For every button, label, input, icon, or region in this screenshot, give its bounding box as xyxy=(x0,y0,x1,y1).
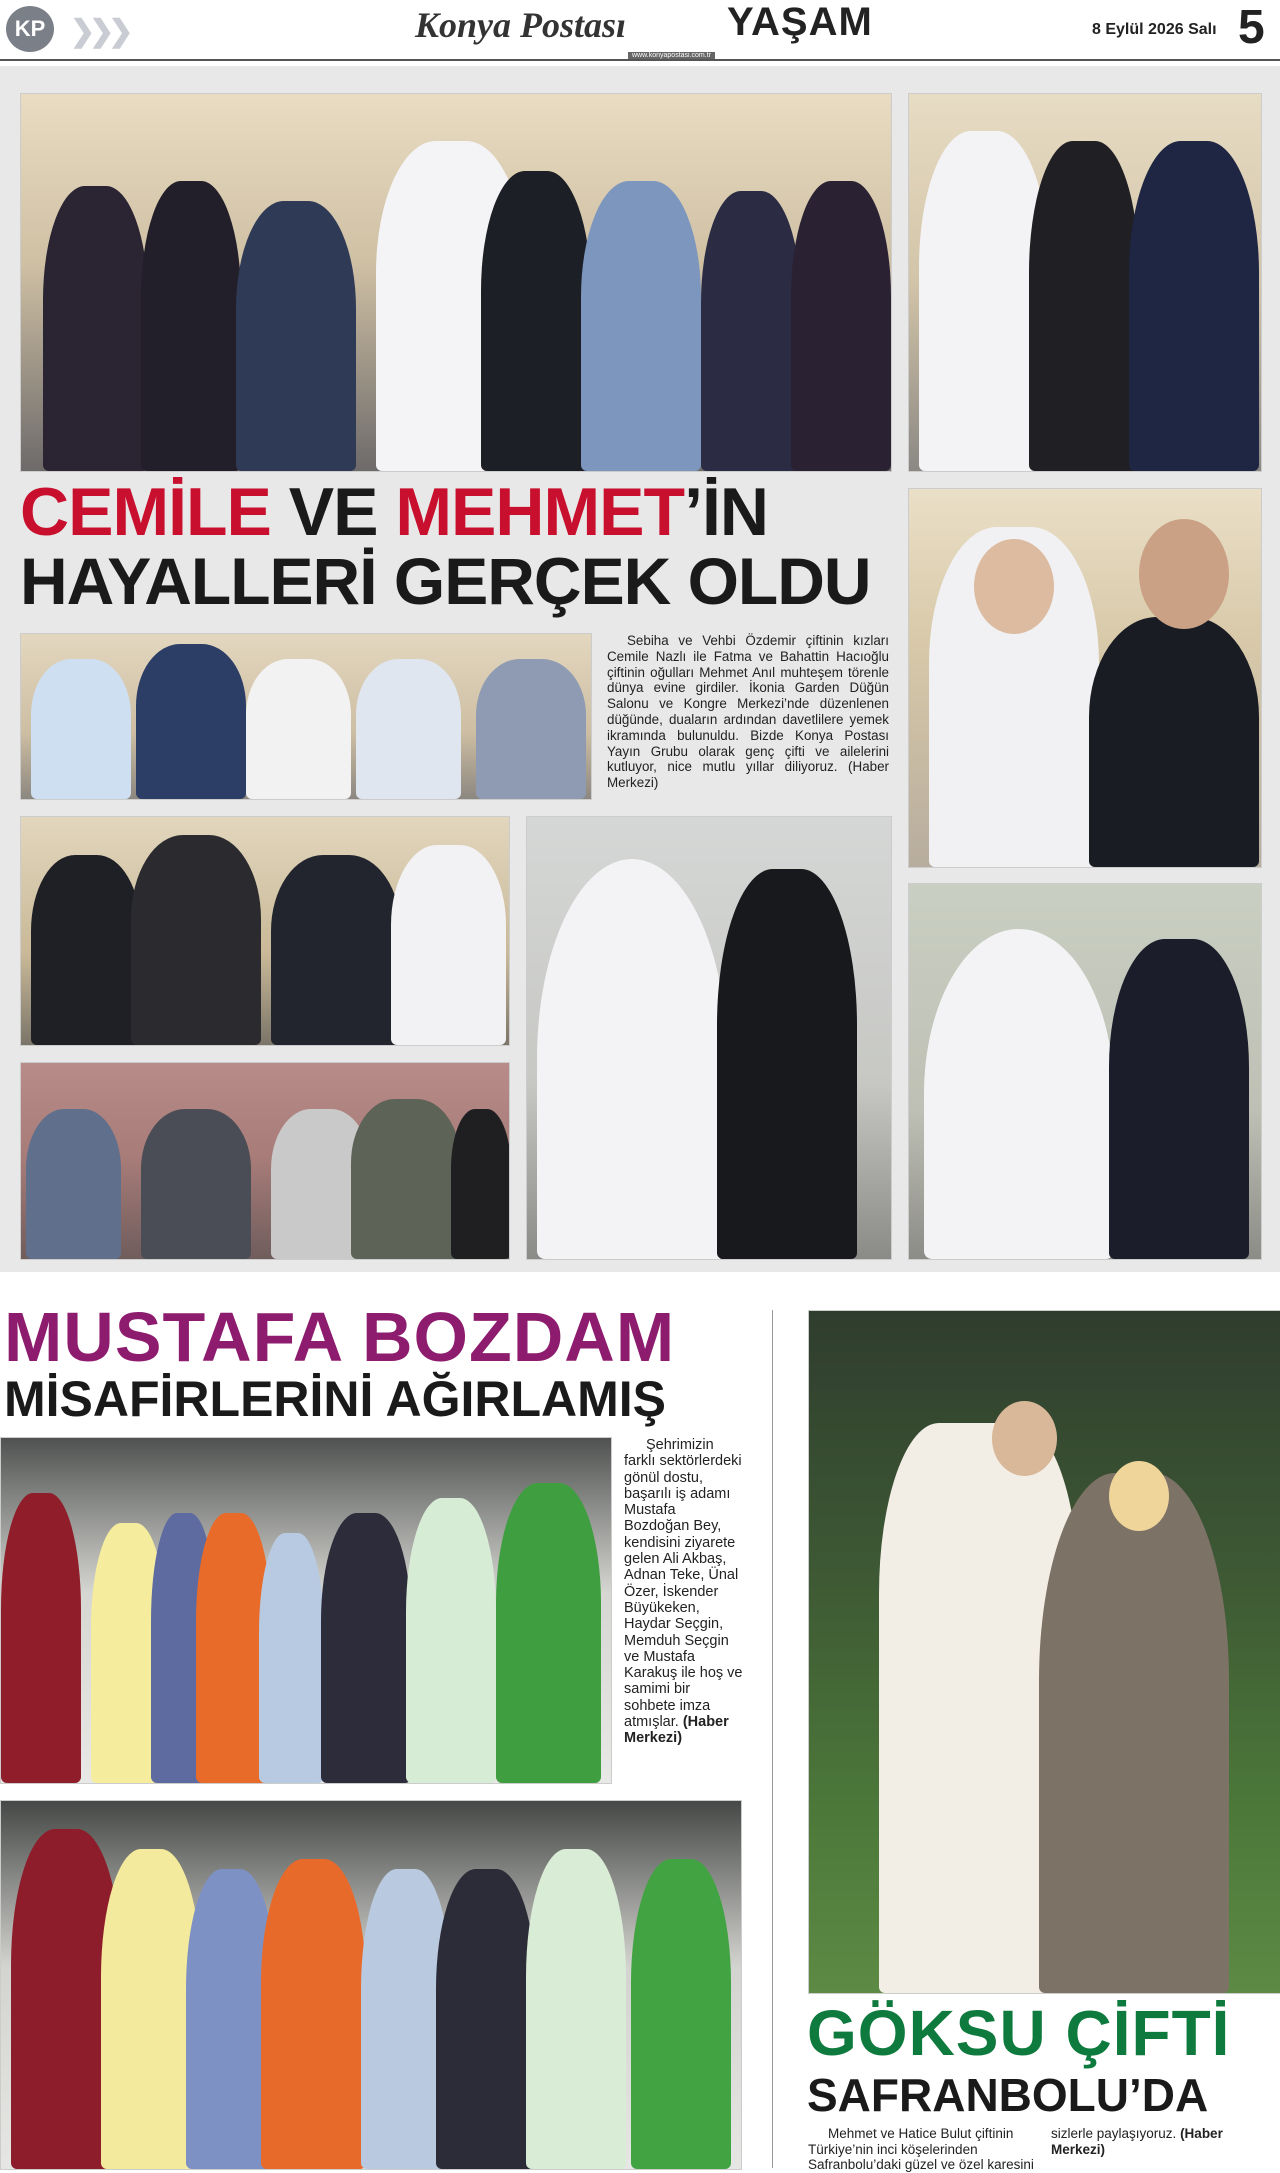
trip-headline-line2: SAFRANBOLU’DA xyxy=(807,2069,1209,2121)
wedding-article-body: Sebiha ve Vehbi Özdemir çiftinin kızları Cemile Nazlı ile Fatma ve Bahattin Hacıoğlu çiftinin oğulları Mehmet Anıl muhteşem törenle dünya evine girdiler. İkonia Garden Düğün Salonu ve Kongre Merkezi’nde düzenlenen düğünde, duaların ardından davetlilere yemek ikramında bulunuldu. Bizde Konya Postası Yayın Grubu olarak genç çifti ve ailelerini kutluyor, nice mutlu yıllar diliyoruz. (Haber Merkezi) xyxy=(607,633,889,791)
couple-closeup-photo xyxy=(908,488,1262,868)
masthead-title: Konya Postası xyxy=(415,5,627,45)
group-visit-photo-1 xyxy=(0,1437,612,1784)
wedding-family-photo xyxy=(20,93,892,472)
visit-headline-line2: MİSAFİRLERİNİ AĞIRLAMIŞ xyxy=(4,1371,667,1427)
chevrons-icon: ❯❯❯ xyxy=(70,15,128,48)
trip-headline-line1: GÖKSU ÇİFTİ xyxy=(807,1997,1231,2069)
wedding-headline-line2: HAYALLERİ GERÇEK OLDU xyxy=(20,544,871,618)
guests-greeting-photo xyxy=(20,1062,510,1260)
header-rule xyxy=(0,59,1280,61)
column-divider xyxy=(772,1310,773,2168)
section-title: YAŞAM xyxy=(727,0,873,44)
bride-groom-family-photo xyxy=(908,93,1262,472)
groom-with-friends-photo xyxy=(20,816,510,1046)
trip-article-body: Mehmet ve Hatice Bulut çiftinin Türkiye’nin inci köşelerinden Safranbolu’daki güzel ve özel karesini sizlerle paylaşıyoruz. (Haber Merkezi) xyxy=(808,2126,1223,2172)
guests-praying-photo xyxy=(20,633,592,800)
group-visit-photo-2 xyxy=(0,1800,742,2170)
couple-walking-photo xyxy=(526,816,892,1260)
page-number: 5 xyxy=(1238,1,1265,54)
couple-entrance-photo xyxy=(908,883,1262,1260)
website-url: www.konyapostasi.com.tr xyxy=(628,52,715,59)
couple-safranbolu-photo xyxy=(808,1310,1280,1994)
newspaper-logo: KP xyxy=(6,6,54,52)
issue-date: 8 Eylül 2026 Salı xyxy=(1092,21,1217,38)
wedding-headline-line1: CEMİLE VE MEHMET’İN xyxy=(20,474,768,550)
visit-headline-line1: MUSTAFA BOZDAM xyxy=(4,1298,676,1376)
visit-article-body: Şehrimizin farklı sektörlerdeki gönül dostu, başarılı iş adamı Mustafa Bozdoğan Bey, kendisini ziyarete gelen Ali Akbaş, Adnan Teke, Ünal Özer, İskender Büyükeken, Haydar Seçgin, Memduh Seçgin ve Mustafa Karakuş ile hoş ve samimi bir sohbete imza atmışlar. (Haber Merkezi) xyxy=(624,1437,743,1747)
